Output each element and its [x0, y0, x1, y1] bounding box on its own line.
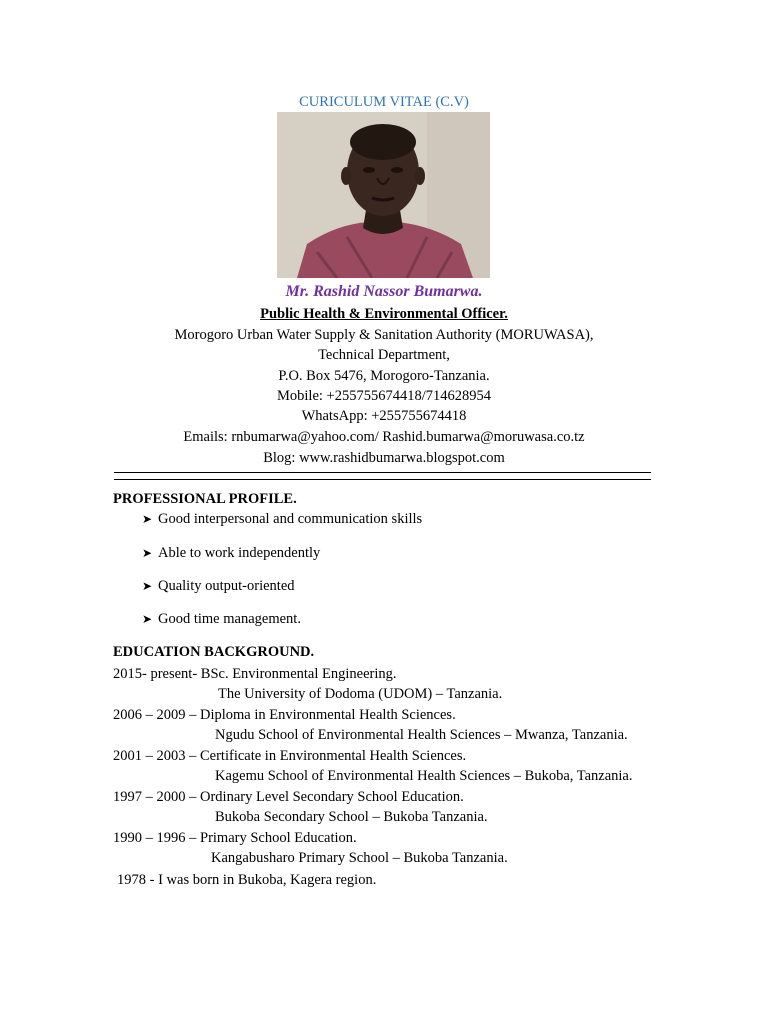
- education-period: 2001 – 2003 – Certificate in Environmental Health Sciences.: [113, 748, 467, 764]
- education-institution: The University of Dodoma (UDOM) – Tanzania.: [218, 686, 503, 702]
- arrowhead-bullet-icon: ➤: [142, 579, 153, 593]
- cv-title: CURICULUM VITAE (C.V): [299, 94, 469, 110]
- arrowhead-bullet-icon: ➤: [142, 546, 153, 560]
- education-institution: Kangabusharo Primary School – Bukoba Tanzania.: [211, 850, 508, 866]
- education-period: 2015- present- BSc. Environmental Engineering.: [113, 666, 397, 682]
- arrowhead-bullet-icon: ➤: [142, 512, 153, 526]
- education-period: 1997 – 2000 – Ordinary Level Secondary School Education.: [113, 789, 464, 805]
- education-institution: Bukoba Secondary School – Bukoba Tanzania.: [215, 809, 488, 825]
- education-heading: EDUCATION BACKGROUND.: [113, 644, 315, 660]
- profile-item-text: Able to work independently: [158, 545, 321, 561]
- profile-item-text: Good interpersonal and communication skills: [158, 511, 423, 527]
- education-period: 1990 – 1996 – Primary School Education.: [113, 830, 357, 846]
- blog-url: Blog: www.rashidbumarwa.blogspot.com: [263, 450, 505, 466]
- profile-item-text: Good time management.: [158, 611, 301, 627]
- department: Technical Department,: [318, 347, 450, 363]
- profile-item: [142, 509, 422, 529]
- profile-item: [142, 609, 301, 629]
- organization: Morogoro Urban Water Supply & Sanitation Authority (MORUWASA),: [174, 327, 594, 343]
- birth-statement: 1978 - I was born in Bukoba, Kagera region.: [117, 872, 377, 888]
- education-institution: Kagemu School of Environmental Health Sciences – Bukoba, Tanzania.: [215, 768, 633, 784]
- education-institution: Ngudu School of Environmental Health Sciences – Mwanza, Tanzania.: [215, 727, 628, 743]
- email-addresses: Emails: rnbumarwa@yahoo.com/ Rashid.bumarwa@moruwasa.co.tz: [183, 429, 585, 445]
- mobile-number: Mobile: +255755674418/714628954: [277, 388, 491, 404]
- arrowhead-bullet-icon: ➤: [142, 612, 153, 626]
- education-period: 2006 – 2009 – Diploma in Environmental Health Sciences.: [113, 707, 456, 723]
- profile-photo: [277, 112, 490, 278]
- postal-address: P.O. Box 5476, Morogoro-Tanzania.: [278, 368, 490, 384]
- job-title: [0, 304, 768, 324]
- profile-item-text: Quality output-oriented: [158, 578, 295, 594]
- divider-text: [114, 466, 651, 482]
- profile-item: [142, 576, 295, 596]
- professional-profile-heading: PROFESSIONAL PROFILE.: [113, 491, 297, 507]
- person-name: Mr. Rashid Nassor Bumarwa.: [285, 283, 483, 300]
- job-title-text: Public Health & Environmental Officer.: [260, 306, 508, 322]
- whatsapp-number: WhatsApp: +255755674418: [301, 408, 467, 424]
- profile-item: [142, 543, 320, 563]
